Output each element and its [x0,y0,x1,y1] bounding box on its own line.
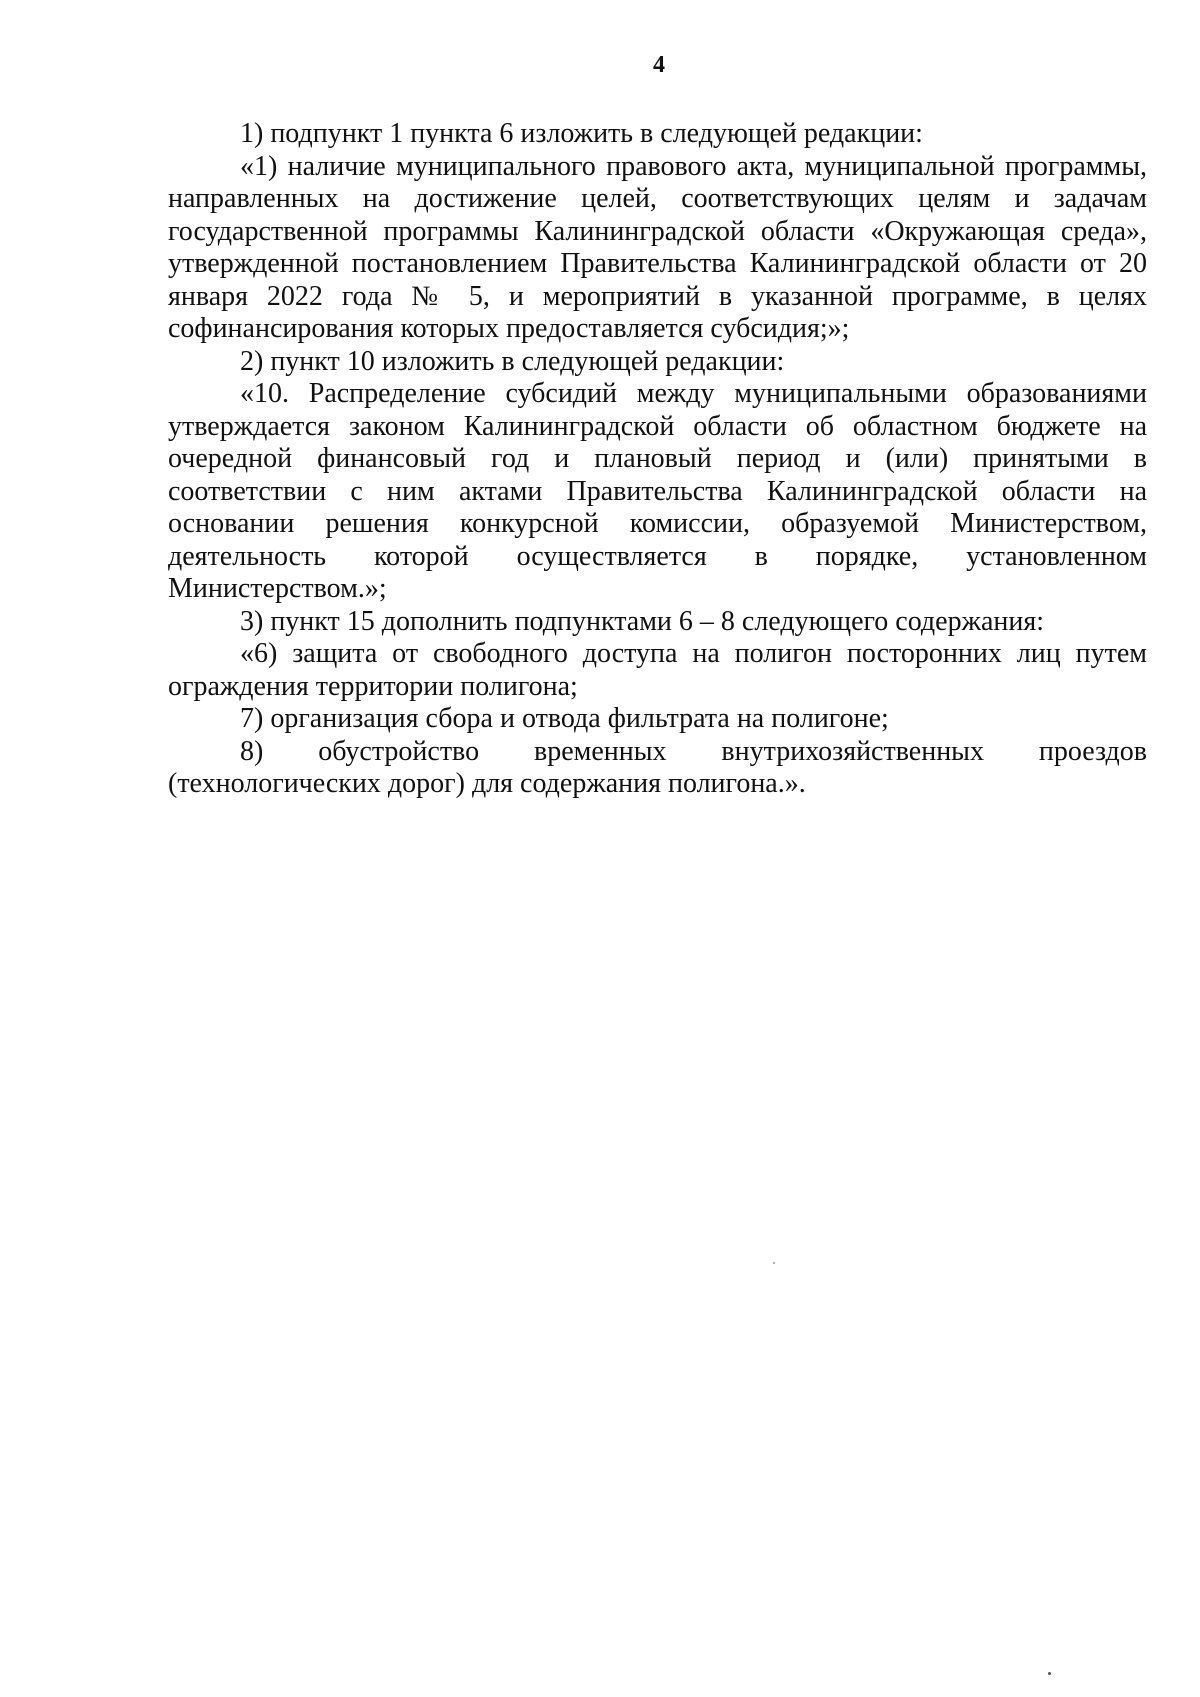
page-number: 4 [653,52,665,78]
document-body [168,118,1147,801]
paragraph-1: 1) подпункт 1 пункта 6 изложить в следующей редакции: [240,118,923,149]
paragraph-7: 7) организация сбора и отвода фильтрата на полигоне; [240,703,889,734]
paragraph-6: «6) защита от свободного доступа на полигон посторонних лиц путем ограждения территории полигона; [168,638,1147,702]
paragraph-3: 2) пункт 10 изложить в следующей редакции: [240,345,785,377]
paragraph-8: 8) обустройство временных внутрихозяйственных проездов (технологических дорог) для содержания полигона.». [168,735,1147,799]
paragraph-4: «10. Распределение субсидий между муниципальными образованиями утверждается законом Калининградской области об областном бюджете на очередной финансовый год и плановый период и (или) принятыми в соответствии с ним актами Правительства Калининградской области на основании решения конкурсной комиссии, образуемой Министерством, деятельность которой осуществляется в порядке, установленном Министерством.»; [168,378,1147,604]
scan-speck [1048,1672,1051,1675]
scan-speck [773,1262,775,1264]
paragraph-2: «1) наличие муниципального правового акта, муниципальной программы, направленных на достижение целей, соответствующих целям и задачам государственной программы Калининградской области «Окружающая среда», утвержденной постановлением Правительства Калининградской области от 20 января 2022 года № 5, и мероприятий в указанной программе, в целях софинансирования которых предоставляется субсидия;»; [168,150,1147,344]
paragraph-5: 3) пункт 15 дополнить подпунктами 6 – 8 следующего содержания: [240,605,1045,637]
